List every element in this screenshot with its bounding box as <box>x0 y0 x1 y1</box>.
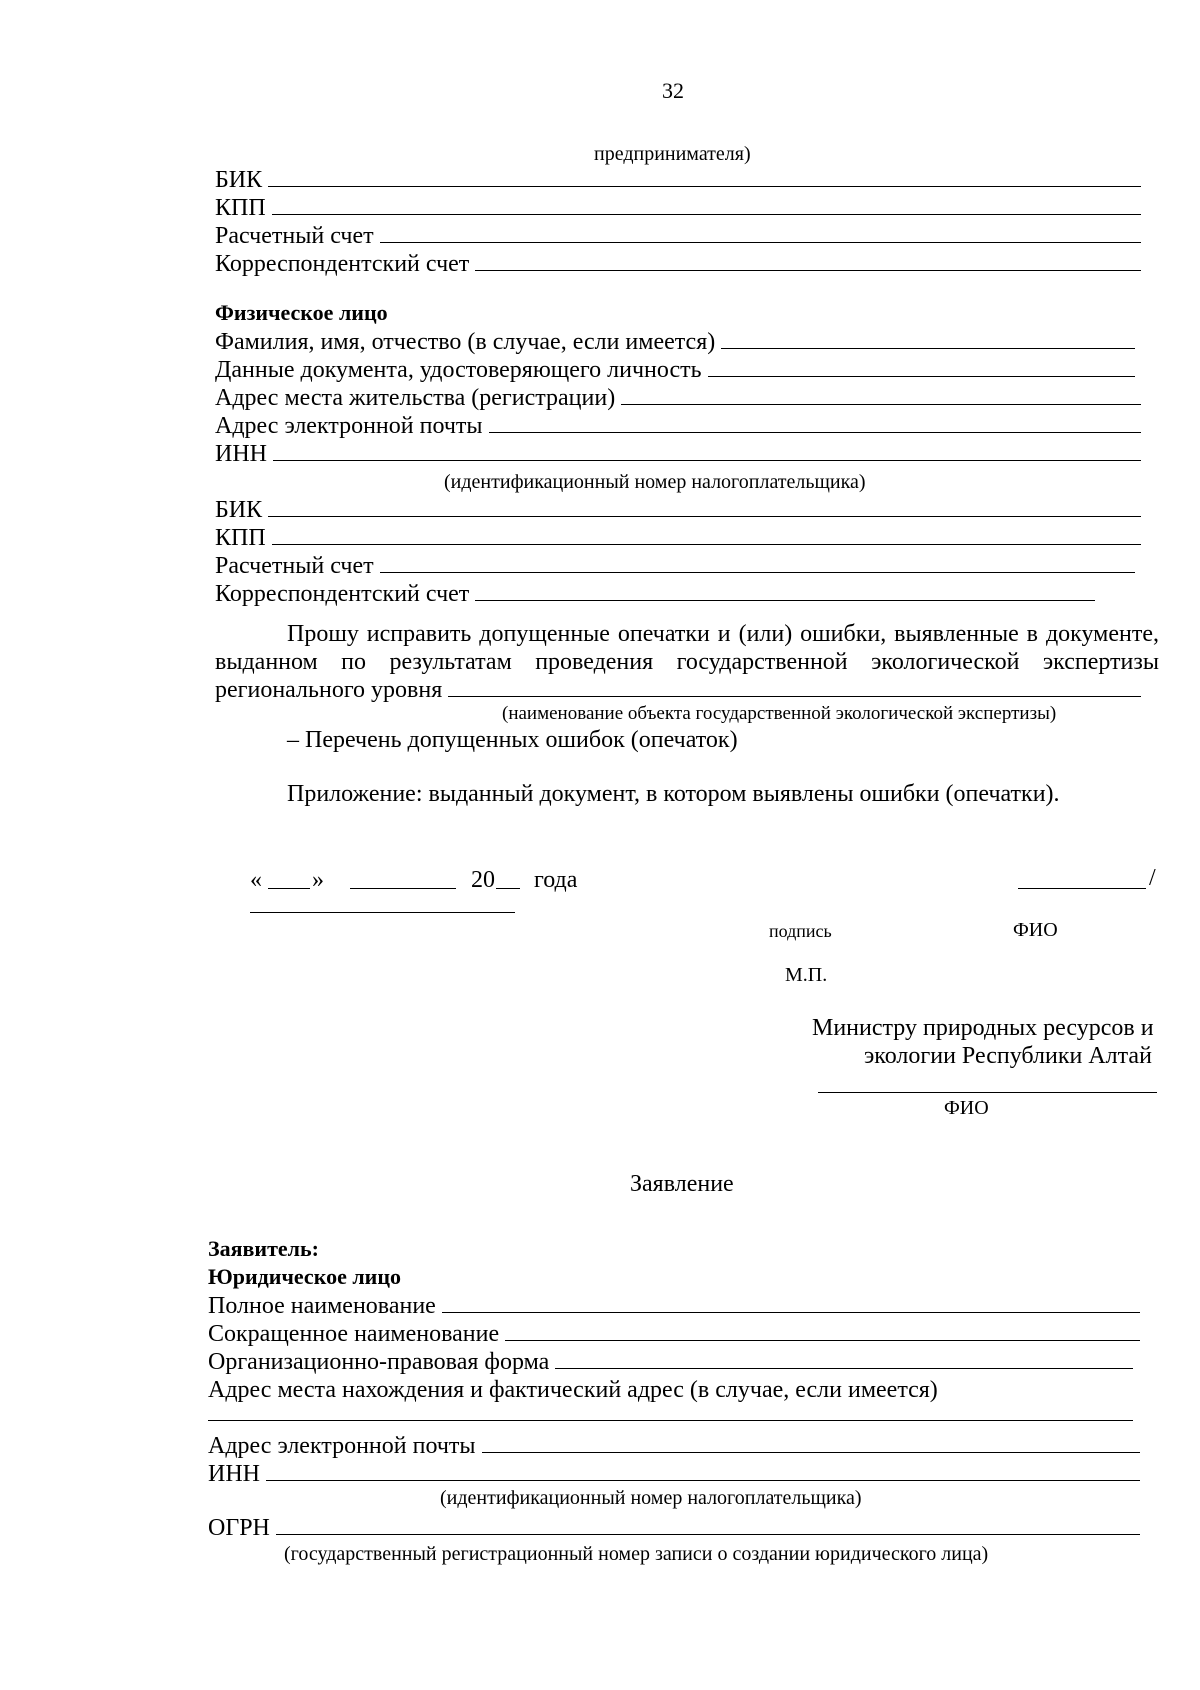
individual-email-line[interactable] <box>489 414 1141 433</box>
individual-id-doc-field[interactable] <box>215 358 1135 382</box>
individual-account-label: Расчетный счет <box>215 553 374 579</box>
individual-account-field[interactable] <box>215 554 1135 578</box>
date-year-suffix: года <box>534 867 578 893</box>
date-year-prefix: 20 <box>471 867 495 893</box>
individual-id-doc-line[interactable] <box>708 358 1135 377</box>
legal-inn-hint: (идентификационный номер налогоплательщика) <box>440 1487 862 1509</box>
individual-bik-label: БИК <box>215 497 263 523</box>
request-object-line[interactable] <box>448 678 1141 697</box>
legal-email-line[interactable] <box>482 1434 1140 1453</box>
individual-name-field[interactable] <box>215 330 1135 354</box>
date-year-line[interactable] <box>496 888 520 889</box>
individual-bik-field[interactable] <box>215 498 1141 522</box>
top-kpp-label: КПП <box>215 195 266 221</box>
attachment-text: Приложение: выданный документ, в котором выявлены ошибки (опечатки). <box>287 781 1060 807</box>
individual-corr-account-field[interactable] <box>215 582 1095 606</box>
individual-heading: Физическое лицо <box>215 300 388 325</box>
legal-form-line[interactable] <box>555 1350 1133 1369</box>
short-name-label: Сокращенное наименование <box>208 1321 500 1347</box>
individual-email-label: Адрес электронной почты <box>215 413 483 439</box>
addressee-fio-line[interactable] <box>818 1092 1157 1093</box>
full-name-line[interactable] <box>442 1294 1140 1313</box>
addressee-line-1: Министру природных ресурсов и <box>812 1015 1154 1041</box>
individual-account-line[interactable] <box>380 554 1135 573</box>
top-account-field[interactable] <box>215 224 1141 248</box>
short-name-line[interactable] <box>505 1322 1140 1341</box>
individual-name-label: Фамилия, имя, отчество (в случае, если имеется) <box>215 329 716 355</box>
individual-address-field[interactable] <box>215 386 1141 410</box>
ogrn-line[interactable] <box>276 1516 1140 1535</box>
top-bik-field[interactable] <box>215 168 1141 192</box>
individual-id-doc-label: Данные документа, удостоверяющего личность <box>215 357 702 383</box>
errors-list-label: – Перечень допущенных ошибок (опечаток) <box>287 727 738 753</box>
individual-kpp-line[interactable] <box>272 526 1141 545</box>
date-day-line[interactable] <box>268 888 310 889</box>
legal-email-label: Адрес электронной почты <box>208 1433 476 1459</box>
individual-address-line[interactable] <box>621 386 1141 405</box>
top-corr-account-line[interactable] <box>475 252 1141 271</box>
legal-address-label: Адрес места нахождения и фактический адрес (в случае, если имеется) <box>208 1377 938 1403</box>
signature-label: подпись <box>769 921 832 941</box>
legal-address-line[interactable] <box>208 1420 1133 1421</box>
legal-inn-label: ИНН <box>208 1461 260 1487</box>
ogrn-label: ОГРН <box>208 1515 270 1541</box>
individual-email-field[interactable] <box>215 414 1141 438</box>
legal-inn-field[interactable] <box>208 1462 1140 1486</box>
individual-inn-label: ИНН <box>215 441 267 467</box>
full-name-label: Полное наименование <box>208 1293 436 1319</box>
request-line-1: Прошу исправить допущенные опечатки и (или) ошибки, выявленные в документе, <box>287 621 1159 647</box>
individual-inn-line[interactable] <box>273 442 1141 461</box>
addressee-line-2: экологии Республики Алтай <box>864 1043 1152 1069</box>
addressee-fio-label: ФИО <box>944 1097 989 1119</box>
page-number: 32 <box>662 78 684 103</box>
individual-kpp-field[interactable] <box>215 526 1141 550</box>
individual-inn-field[interactable] <box>215 442 1141 466</box>
legal-email-field[interactable] <box>208 1434 1140 1458</box>
stamp-label: М.П. <box>785 964 828 986</box>
ogrn-field[interactable] <box>208 1516 1140 1540</box>
signature-fio-label: ФИО <box>1013 919 1058 941</box>
legal-form-label: Организационно-правовая форма <box>208 1349 550 1375</box>
request-line-3: регионального уровня <box>215 677 443 703</box>
top-bik-line[interactable] <box>268 168 1141 187</box>
request-line-2: выданном по результатам проведения государственной экологической экспертизы <box>215 649 1159 675</box>
entrepreneur-hint: предпринимателя) <box>594 143 751 165</box>
signature-line[interactable] <box>1018 888 1146 889</box>
date-close-quote: » <box>312 867 324 893</box>
individual-address-label: Адрес места жительства (регистрации) <box>215 385 616 411</box>
application-title: Заявление <box>630 1171 734 1197</box>
full-name-field[interactable] <box>208 1294 1140 1318</box>
individual-name-line[interactable] <box>721 330 1135 349</box>
signature-slash: / <box>1149 865 1156 891</box>
individual-bik-line[interactable] <box>268 498 1141 517</box>
individual-inn-hint: (идентификационный номер налогоплательщика) <box>444 471 866 493</box>
legal-form-field[interactable] <box>208 1350 1133 1374</box>
individual-corr-account-line[interactable] <box>475 582 1095 601</box>
short-name-field[interactable] <box>208 1322 1140 1346</box>
legal-entity-heading: Юридическое лицо <box>208 1264 402 1289</box>
top-corr-account-field[interactable] <box>215 252 1141 276</box>
extra-underline[interactable] <box>250 912 515 913</box>
top-kpp-field[interactable] <box>215 196 1141 220</box>
individual-kpp-label: КПП <box>215 525 266 551</box>
top-account-line[interactable] <box>380 224 1141 243</box>
top-corr-account-label: Корреспондентский счет <box>215 251 470 277</box>
top-account-label: Расчетный счет <box>215 223 374 249</box>
request-object-field[interactable] <box>215 678 1141 702</box>
individual-corr-account-label: Корреспондентский счет <box>215 581 470 607</box>
applicant-heading: Заявитель: <box>208 1236 319 1261</box>
request-object-hint: (наименование объекта государственной экологической экспертизы) <box>502 703 1057 724</box>
ogrn-hint: (государственный регистрационный номер записи о создании юридического лица) <box>284 1543 989 1565</box>
top-bik-label: БИК <box>215 167 263 193</box>
legal-inn-line[interactable] <box>266 1462 1140 1481</box>
date-open-quote: « <box>250 867 262 893</box>
date-month-line[interactable] <box>350 888 456 889</box>
top-kpp-line[interactable] <box>272 196 1141 215</box>
